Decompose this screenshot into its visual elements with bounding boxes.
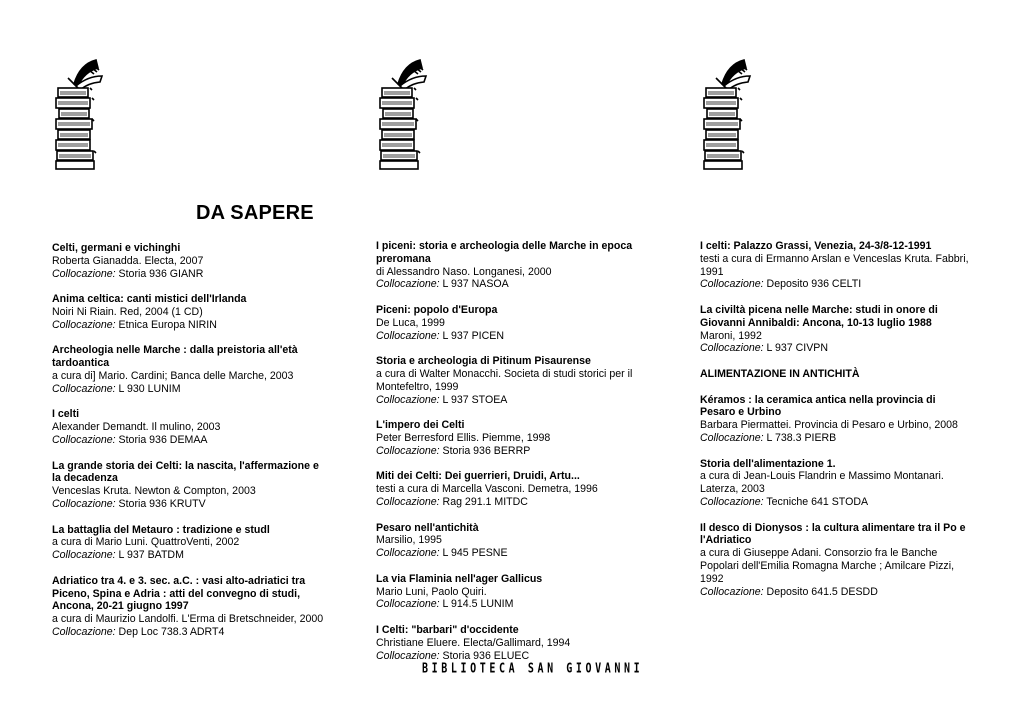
location-code: Rag 291.1 MITDC [439,495,528,508]
location-label: Collocazione: [52,549,116,562]
entry-description: a cura di] Mario. Cardini; Banca delle Marche, 2003 [52,369,294,382]
entry-title: Storia e archeologia di Pitinum Pisaurense [376,355,591,368]
entry-title: Adriatico tra 4. e 3. sec. a.C. : vasi alto-adriatici tra Piceno, Spina e Adria : atti del convegno di studi, Ancona, 20-21 giugno 1997 [52,574,306,613]
entry-description: Peter Berresford Ellis. Piemme, 1998 [376,431,551,444]
entry-location [700,496,972,509]
location-code: Deposito 936 CELTI [763,278,862,291]
location-label: Collocazione: [700,495,764,508]
entry-title: Kéramos : la ceramica antica nella provincia di Pesaro e Urbino [700,393,936,419]
location-code: L 914.5 LUNIM [439,598,514,611]
catalog-entry [52,408,324,446]
entry-description: a cura di Jean-Louis Flandrin e Massimo Montanari. Laterza, 2003 [700,470,944,496]
entry-title: Miti dei Celti: Dei guerrieri, Druidi, Artu... [376,470,580,483]
location-code: Storia 936 ELUEC [439,649,530,662]
page-title: DA SAPERE [196,202,314,224]
entry-location [376,496,648,509]
location-label: Collocazione: [52,267,116,280]
entry-location [376,394,648,407]
catalog-entry [376,419,648,457]
entry-location [376,547,648,560]
entry-location [376,445,648,458]
location-label: Collocazione: [52,625,116,638]
location-code: L 738.3 PIERB [763,431,837,444]
location-code: L 945 PESNE [439,547,508,560]
section-heading: ALIMENTAZIONE IN ANTICHITÀ [700,367,860,380]
entry-title: La via Flaminia nell'ager Gallicus [376,572,543,585]
location-label: Collocazione: [376,495,440,508]
entry-description: testi a cura di Ermanno Arslan e Venceslas Kruta. Fabbri, 1991 [700,252,969,278]
entry-title: Il desco di Dionysos : la cultura alimentare tra il Po e l'Adriatico [700,521,966,547]
entry-title: L'impero dei Celti [376,419,465,432]
entry-location [52,549,324,562]
entry-location [700,432,972,445]
entry-description: Venceslas Kruta. Newton & Compton, 2003 [52,485,256,498]
entry-description: a cura di Maurizio Landolfi. L'Erma di Bretschneider, 2000 [52,613,324,626]
entry-location [52,434,324,447]
entry-description: Marsilio, 1995 [376,534,442,547]
entry-description: De Luca, 1999 [376,316,445,329]
catalog-entry [52,575,324,639]
library-footer: BIBLIOTECA SAN GIOVANNI [422,662,644,677]
entry-description: Alexander Demandt. Il mulino, 2003 [52,421,221,434]
catalog-entry [52,524,324,562]
location-code: Deposito 641.5 DESDD [763,585,878,598]
catalog-entry [376,573,648,611]
entry-location [700,586,972,599]
catalog-entry [376,522,648,560]
entry-location [700,278,972,291]
book-stack-icon [378,58,428,170]
location-label: Collocazione: [376,649,440,662]
entry-location [52,498,324,511]
column-2 [376,240,648,675]
entry-description: a cura di Giuseppe Adani. Consorzio fra le Banche Popolari dell'Emilia Romagna Marche ; Amilcare Pizzi, 1992 [700,547,955,585]
entry-title: I Celti: "barbari" d'occidente [376,623,519,636]
catalog-entry [700,394,972,445]
catalog-entry [376,304,648,342]
entry-location [376,278,648,291]
entry-title: I celti: Palazzo Grassi, Venezia, 24-3/8-12-1991 [700,240,932,252]
entry-description: Barbara Piermattei. Provincia di Pesaro e Urbino, 2008 [700,419,958,432]
location-label: Collocazione: [700,585,764,598]
catalog-entry [700,458,972,509]
entry-description: Maroni, 1992 [700,329,762,342]
entry-title: Pesaro nell'antichità [376,521,479,534]
location-code: Tecniche 641 STODA [763,495,869,508]
entry-description: Mario Luni, Paolo Quiri. [376,585,487,598]
entry-title: La battaglia del Metauro : tradizione e studl [52,523,270,536]
location-label: Collocazione: [52,497,116,510]
entry-title: Storia dell'alimentazione 1. [700,457,836,470]
location-code: L 930 LUNIM [115,382,181,395]
entry-description: testi a cura di Marcella Vasconi. Demetra, 1996 [376,483,598,496]
entry-location [52,626,324,639]
catalog-entry [376,470,648,508]
entry-location [52,383,324,396]
catalog-entry [700,304,972,355]
entry-title: La grande storia dei Celti: la nascita, l'affermazione e la decadenza [52,459,319,485]
entry-location [376,650,648,663]
location-code: Etnica Europa NIRIN [115,318,217,331]
location-code: Storia 936 DEMAA [115,433,208,446]
entry-description: a cura di Mario Luni. QuattroVenti, 2002 [52,536,240,549]
catalog-entry [376,240,648,291]
location-code: Storia 936 KRUTV [115,497,206,510]
entry-title: Anima celtica: canti mistici dell'Irlanda [52,293,247,306]
location-code: Storia 936 GIANR [115,267,204,280]
location-label: Collocazione: [376,547,440,560]
location-label: Collocazione: [376,444,440,457]
location-code: L 937 BATDM [115,549,184,562]
location-label: Collocazione: [376,393,440,406]
entry-title: La civiltà picena nelle Marche: studi in onore di Giovanni Annibaldi: Ancona, 10-13 luglio 1988 [700,303,938,329]
location-label: Collocazione: [52,318,116,331]
entry-location [52,319,324,332]
entry-description: a cura di Walter Monacchi. Societa di studi storici per il Montefeltro, 1999 [376,367,633,393]
catalog-entry [376,355,648,406]
location-code: L 937 PICEN [439,329,504,342]
book-stack-icon [702,58,752,170]
column-3 [700,240,972,611]
entry-title: I celti [52,408,80,421]
book-stack-icon [54,58,104,170]
entry-description: Christiane Eluere. Electa/Gallimard, 1994 [376,636,571,649]
location-label: Collocazione: [376,598,440,611]
catalog-entry [52,460,324,511]
column-1 [52,242,324,652]
entry-location [700,342,972,355]
entry-title: I piceni: storia e archeologia delle Marche in epoca preromana [376,240,633,265]
catalog-entry [700,240,972,291]
catalog-entry [52,293,324,331]
location-code: L 937 NASOA [439,278,509,291]
location-label: Collocazione: [700,278,764,291]
location-code: Storia 936 BERRP [439,444,531,457]
location-code: L 937 CIVPN [763,342,828,355]
catalog-entry [376,624,648,662]
catalog-entry [700,522,972,599]
entry-location [376,330,648,343]
catalog-entry [52,242,324,280]
entry-location [376,598,648,611]
location-label: Collocazione: [700,342,764,355]
location-label: Collocazione: [52,433,116,446]
location-label: Collocazione: [52,382,116,395]
entry-title: Archeologia nelle Marche : dalla preistoria all'età tardoantica [52,344,298,370]
entry-title: Celti, germani e vichinghi [52,242,181,254]
entry-description: Noiri Ni Riain. Red, 2004 (1 CD) [52,305,203,318]
catalog-entry [52,344,324,395]
entry-title: Piceni: popolo d'Europa [376,303,498,316]
entry-description: di Alessandro Naso. Longanesi, 2000 [376,265,552,278]
entry-description: Roberta Gianadda. Electa, 2007 [52,254,204,267]
location-label: Collocazione: [376,329,440,342]
location-label: Collocazione: [376,278,440,291]
entry-location [52,268,324,281]
location-code: Dep Loc 738.3 ADRT4 [115,625,225,638]
location-code: L 937 STOEA [439,393,508,406]
location-label: Collocazione: [700,431,764,444]
